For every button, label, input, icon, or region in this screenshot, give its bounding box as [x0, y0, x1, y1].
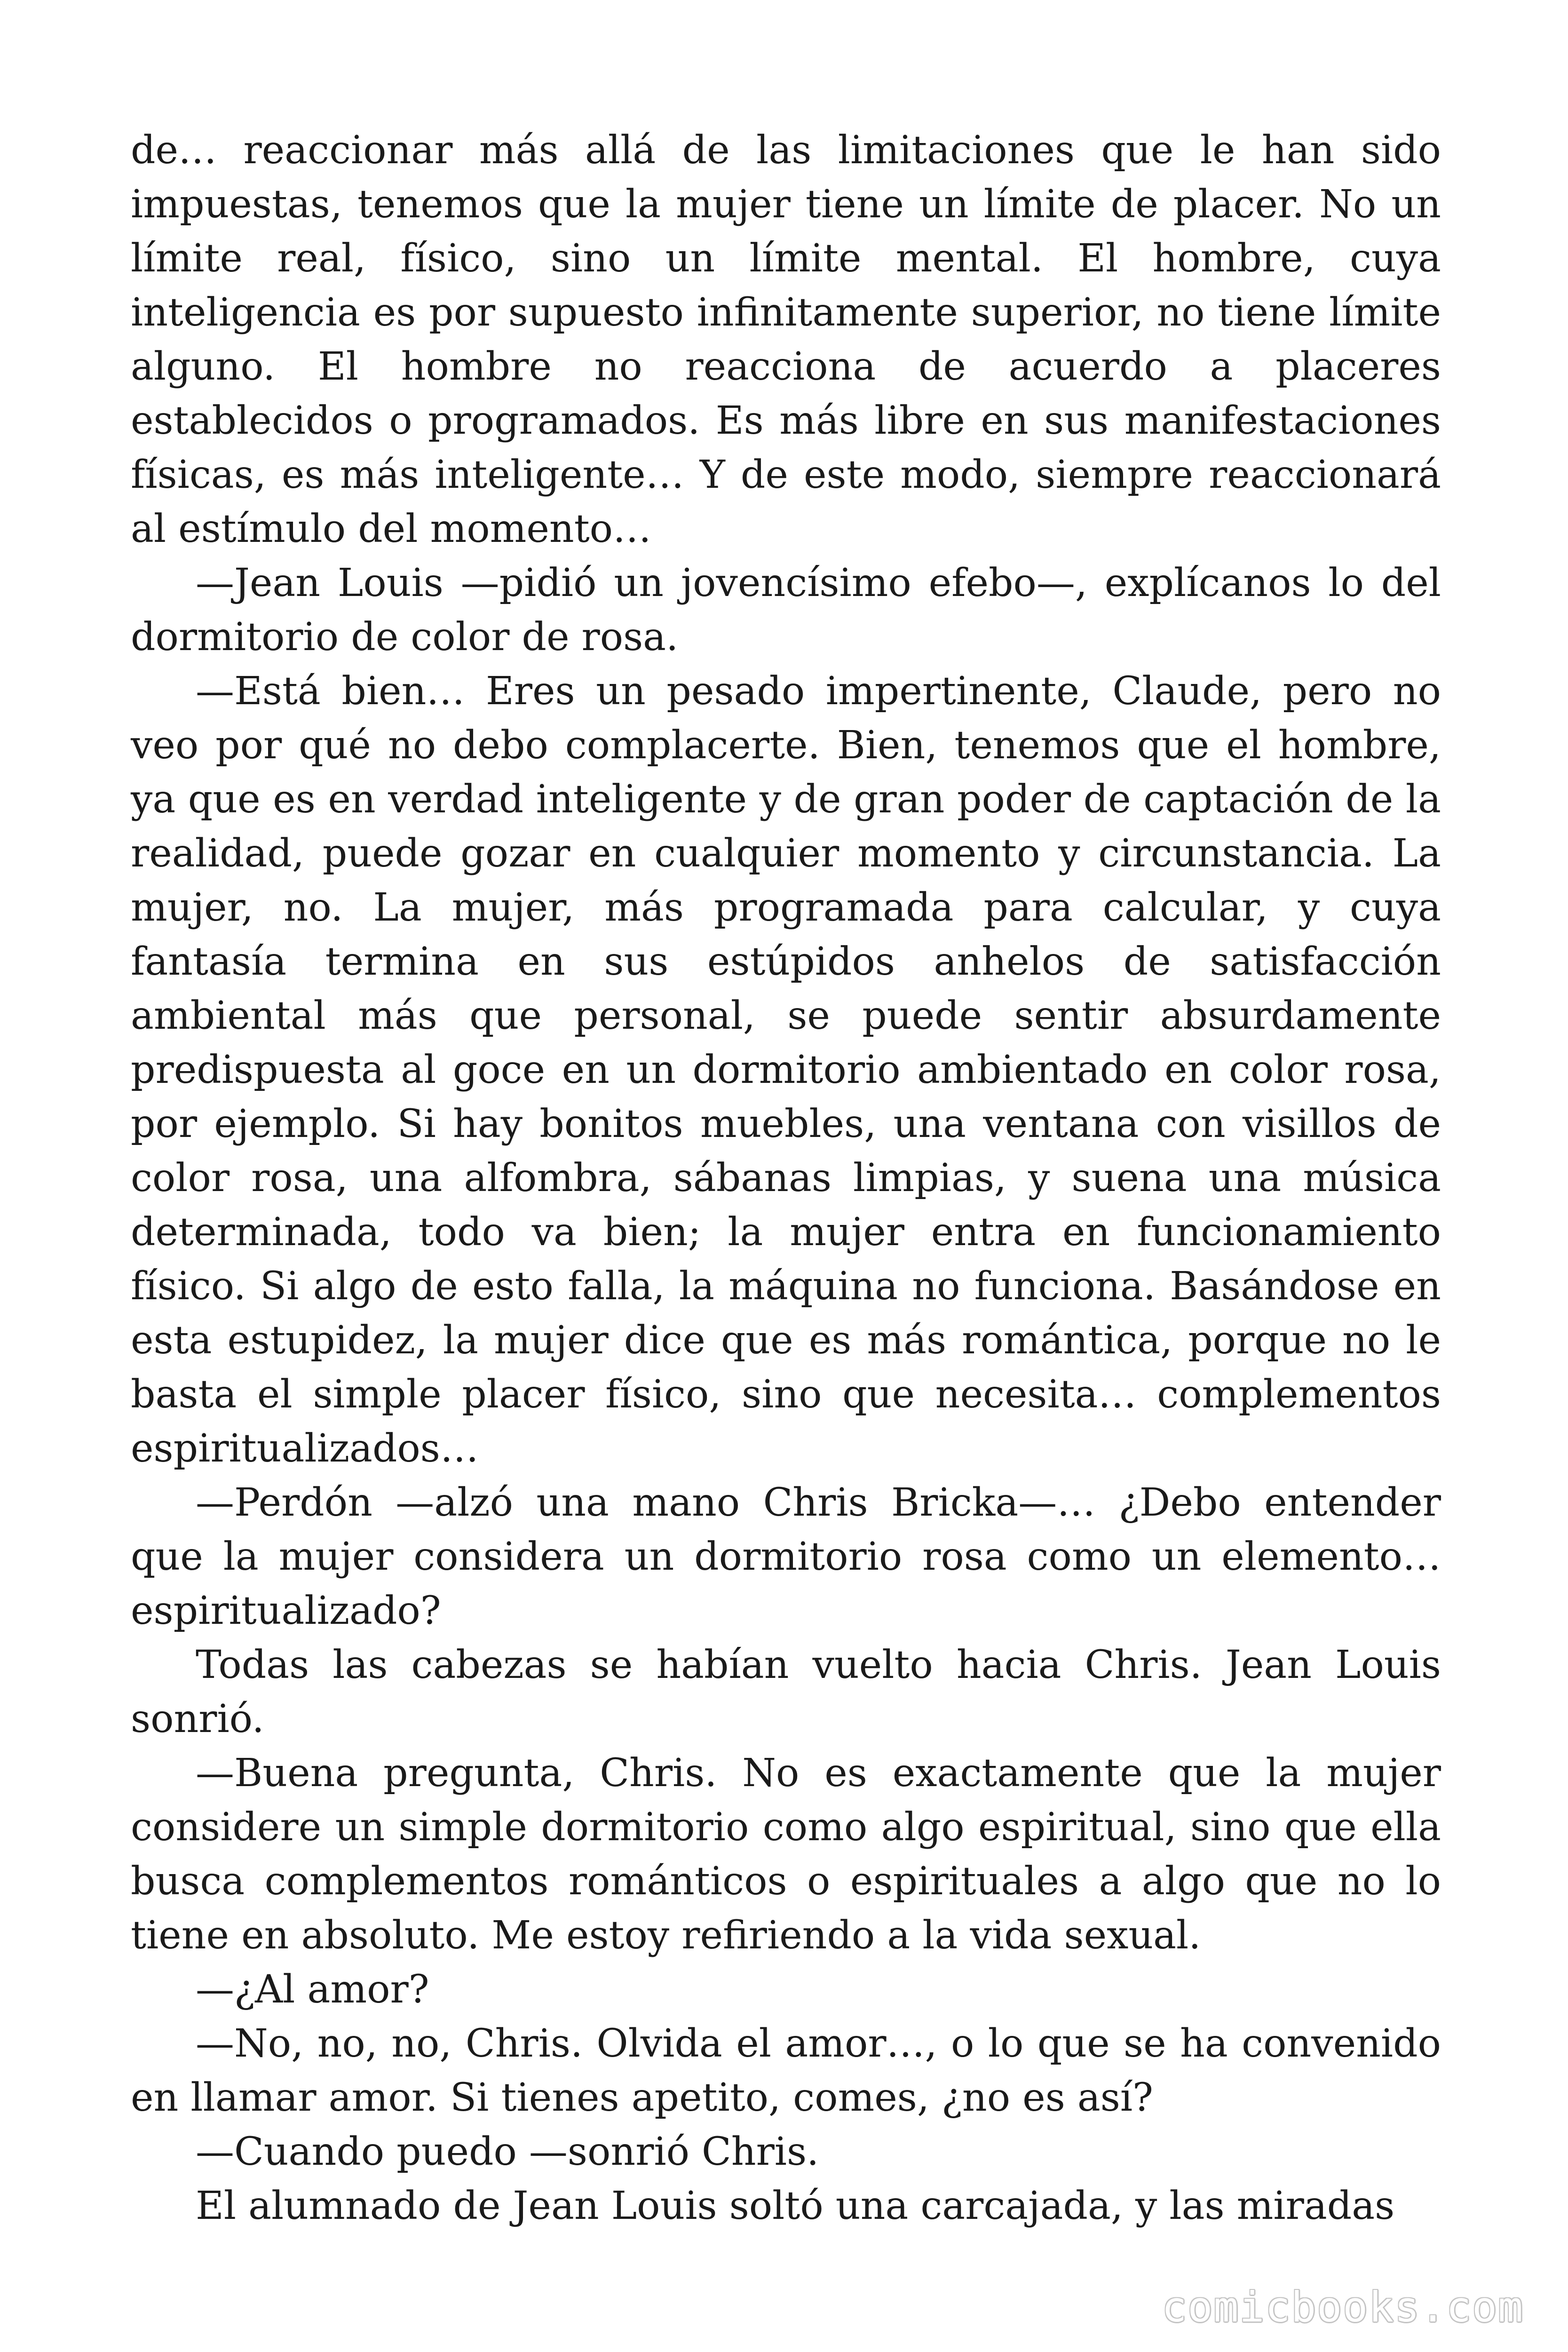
paragraph-3: —Está bien… Eres un pesado impertinente, Claude, pero no veo por qué no debo complacerte. Bien, tenemos que el hombre, ya que es en verdad inteligente y de gran poder de captación de la realidad, puede gozar en cualquier momento y circunstancia. La mujer, no. La mujer, más programada para calcular, y cuya fantasía termina en sus estúpidos anhelos de satisfacción ambiental más que personal, se puede sentir absurdamente predispuesta al goce en un dormitorio ambientado en color rosa, por ejemplo. Si hay bonitos muebles, una ventana con visillos de color rosa, una alfombra, sábanas limpias, y suena una música determinada, todo va bien; la mujer entra en funcionamiento físico. Si algo de esto falla, la máquina no funciona. Basándose en esta estupidez, la mujer dice que es más romántica, porque no le basta el simple placer físico, sino que necesita… complementos espiritualizados…	[131, 669, 1441, 1471]
paragraph-7: —¿Al amor?	[196, 1967, 429, 2012]
paragraph-6: —Buena pregunta, Chris. No es exactamente que la mujer considere un simple dormitorio como algo espiritual, sino que ella busca complementos románticos o espirituales a algo que no lo tiene en absoluto. Me estoy refiriendo a la vida sexual.	[131, 1751, 1441, 1958]
paragraph-9: —Cuando puedo —sonrió Chris.	[196, 2130, 819, 2174]
page-body-text	[131, 123, 1441, 2233]
paragraph-4: —Perdón —alzó una mano Chris Bricka—… ¿Debo entender que la mujer considera un dormitorio rosa como un elemento… espiritualizado?	[131, 1480, 1441, 1633]
paragraph-5: Todas las cabezas se habían vuelto hacia Chris. Jean Louis sonrió.	[131, 1643, 1441, 1741]
paragraph-2: —Jean Louis —pidió un jovencísimo efebo—, explícanos lo del dormitorio de color de rosa.	[131, 561, 1441, 660]
paragraph-10: El alumnado de Jean Louis soltó una carcajada, y las miradas	[196, 2184, 1395, 2228]
paragraph-8: —No, no, no, Chris. Olvida el amor…, o lo que se ha convenido en llamar amor. Si tienes apetito, comes, ¿no es así?	[131, 2021, 1441, 2120]
paragraph-1: de… reaccionar más allá de las limitaciones que le han sido impuestas, tenemos que la mujer tiene un límite de placer. No un límite real, físico, sino un límite mental. El hombre, cuya inteligencia es por supuesto infinitamente superior, no tiene límite alguno. El hombre no reacciona de acuerdo a placeres establecidos o programados. Es más libre en sus manifestaciones físicas, es más inteligente… Y de este modo, siempre reaccionará al estímulo del momento…	[131, 128, 1441, 551]
watermark: comicbooks.com	[1162, 2283, 1524, 2331]
